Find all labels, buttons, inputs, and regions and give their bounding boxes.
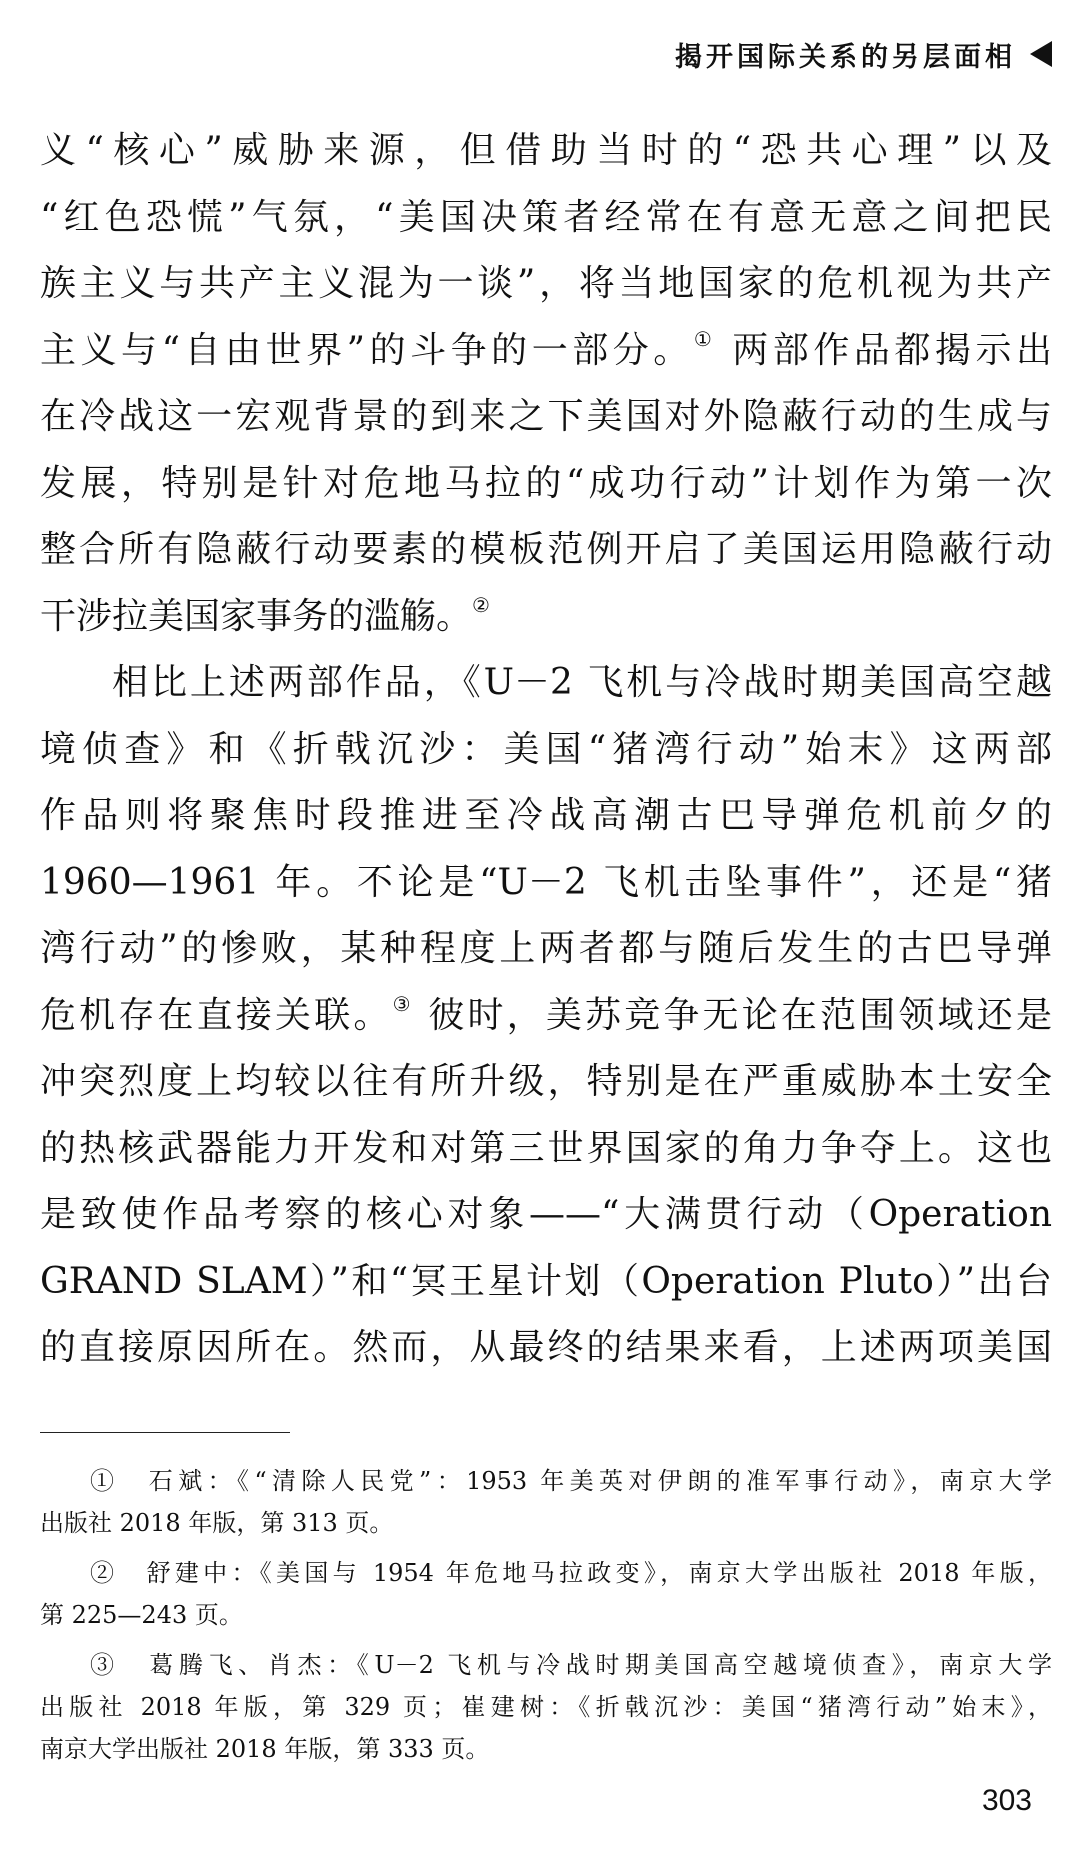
footnote-3-line: ③ 葛腾飞、肖杰：《U－2 飞机与冷战时期美国高空越境侦查》，南京大学 — [90, 1651, 1052, 1679]
text-line: 作品则将聚焦时段推进至冷战高潮古巴导弹危机前夕的 — [40, 795, 1052, 836]
text-line: GRAND SLAM）”和“冥王星计划（Operation Pluto）”出台 — [40, 1260, 1052, 1302]
text-line: 发展，特别是针对危地马拉的“成功行动”计划作为第一次 — [40, 462, 1052, 504]
text-segment: 主义与“自由世界”的斗争的一部分。 — [40, 329, 694, 371]
text-line: “红色恐慌”气氛，“美国决策者经常在有意无意之间把民 — [40, 196, 1052, 238]
footnote-1-line: ① 石斌：《“清除人民党”：1953 年美英对伊朗的准军事行动》，南京大学 — [90, 1467, 1052, 1495]
text-line: 的热核武器能力开发和对第三世界国家的角力争夺上。这也 — [40, 1127, 1052, 1169]
footnote-2-line: ② 舒建中：《美国与 1954 年危地马拉政变》，南京大学出版社 2018 年版， — [90, 1559, 1052, 1587]
text-line: 族主义与共产主义混为一谈”，将当地国家的危机视为共产 — [40, 263, 1052, 304]
text-line: 境侦查》和《折戟沉沙：美国“猪湾行动”始末》这两部 — [40, 728, 1052, 770]
text-line: 义“核心”威胁来源，但借助当时的“恐共心理”以及 — [40, 130, 1052, 171]
footnote-ref-3[interactable]: ③ — [392, 991, 414, 1016]
running-header-title: 揭开国际关系的另层面相 — [675, 41, 1016, 73]
text-line — [40, 584, 1052, 651]
footnote-3-line: 出版社 2018 年版，第 329 页；崔建树：《折戟沉沙：美国“猪湾行动”始末》， — [40, 1693, 1052, 1721]
text-line: 湾行动”的惨败，某种程度上两者都与随后发生的古巴导弹 — [40, 928, 1052, 969]
footnote-1-line: 出版社 2018 年版，第 313 页。 — [40, 1509, 394, 1537]
footnote-divider — [40, 1432, 290, 1433]
text-segment: 危机存在直接关联。 — [40, 994, 393, 1036]
footnote-ref-1[interactable]: ① — [693, 326, 717, 351]
text-line: 在冷战这一宏观背景的到来之下美国对外隐蔽行动的生成与 — [40, 396, 1052, 437]
text-line: 冲突烈度上均较以往有所升级，特别是在严重威胁本土安全 — [40, 1061, 1052, 1102]
text-line — [40, 318, 1052, 385]
text-line: 相比上述两部作品，《U－2 飞机与冷战时期美国高空越 — [112, 662, 1052, 703]
text-segment: 彼时，美苏竞争无论在范围领域还是 — [428, 994, 1052, 1036]
footnote-ref-2[interactable]: ② — [472, 592, 490, 617]
text-line: 的直接原因所在。然而，从最终的结果来看，上述两项美国 — [40, 1327, 1052, 1368]
running-header — [675, 32, 1052, 76]
left-triangle-icon — [1030, 41, 1052, 67]
text-line — [40, 983, 1052, 1050]
text-line: 1960—1961 年。不论是“U－2 飞机击坠事件”，还是“猪 — [40, 861, 1052, 903]
text-line: 是致使作品考察的核心对象——“大满贯行动（Operation — [40, 1194, 1052, 1235]
footnote-3-line: 南京大学出版社 2018 年版，第 333 页。 — [40, 1735, 490, 1763]
footnote-2-line: 第 225—243 页。 — [40, 1601, 243, 1629]
page-number: 303 — [981, 1784, 1032, 1817]
text-segment: 干涉拉美国家事务的滥觞。 — [40, 595, 473, 637]
text-line: 整合所有隐蔽行动要素的模板范例开启了美国运用隐蔽行动 — [40, 529, 1052, 570]
main-text — [40, 118, 1052, 1382]
text-segment: 两部作品都揭示出 — [732, 329, 1052, 371]
footnotes — [40, 1460, 1052, 1770]
